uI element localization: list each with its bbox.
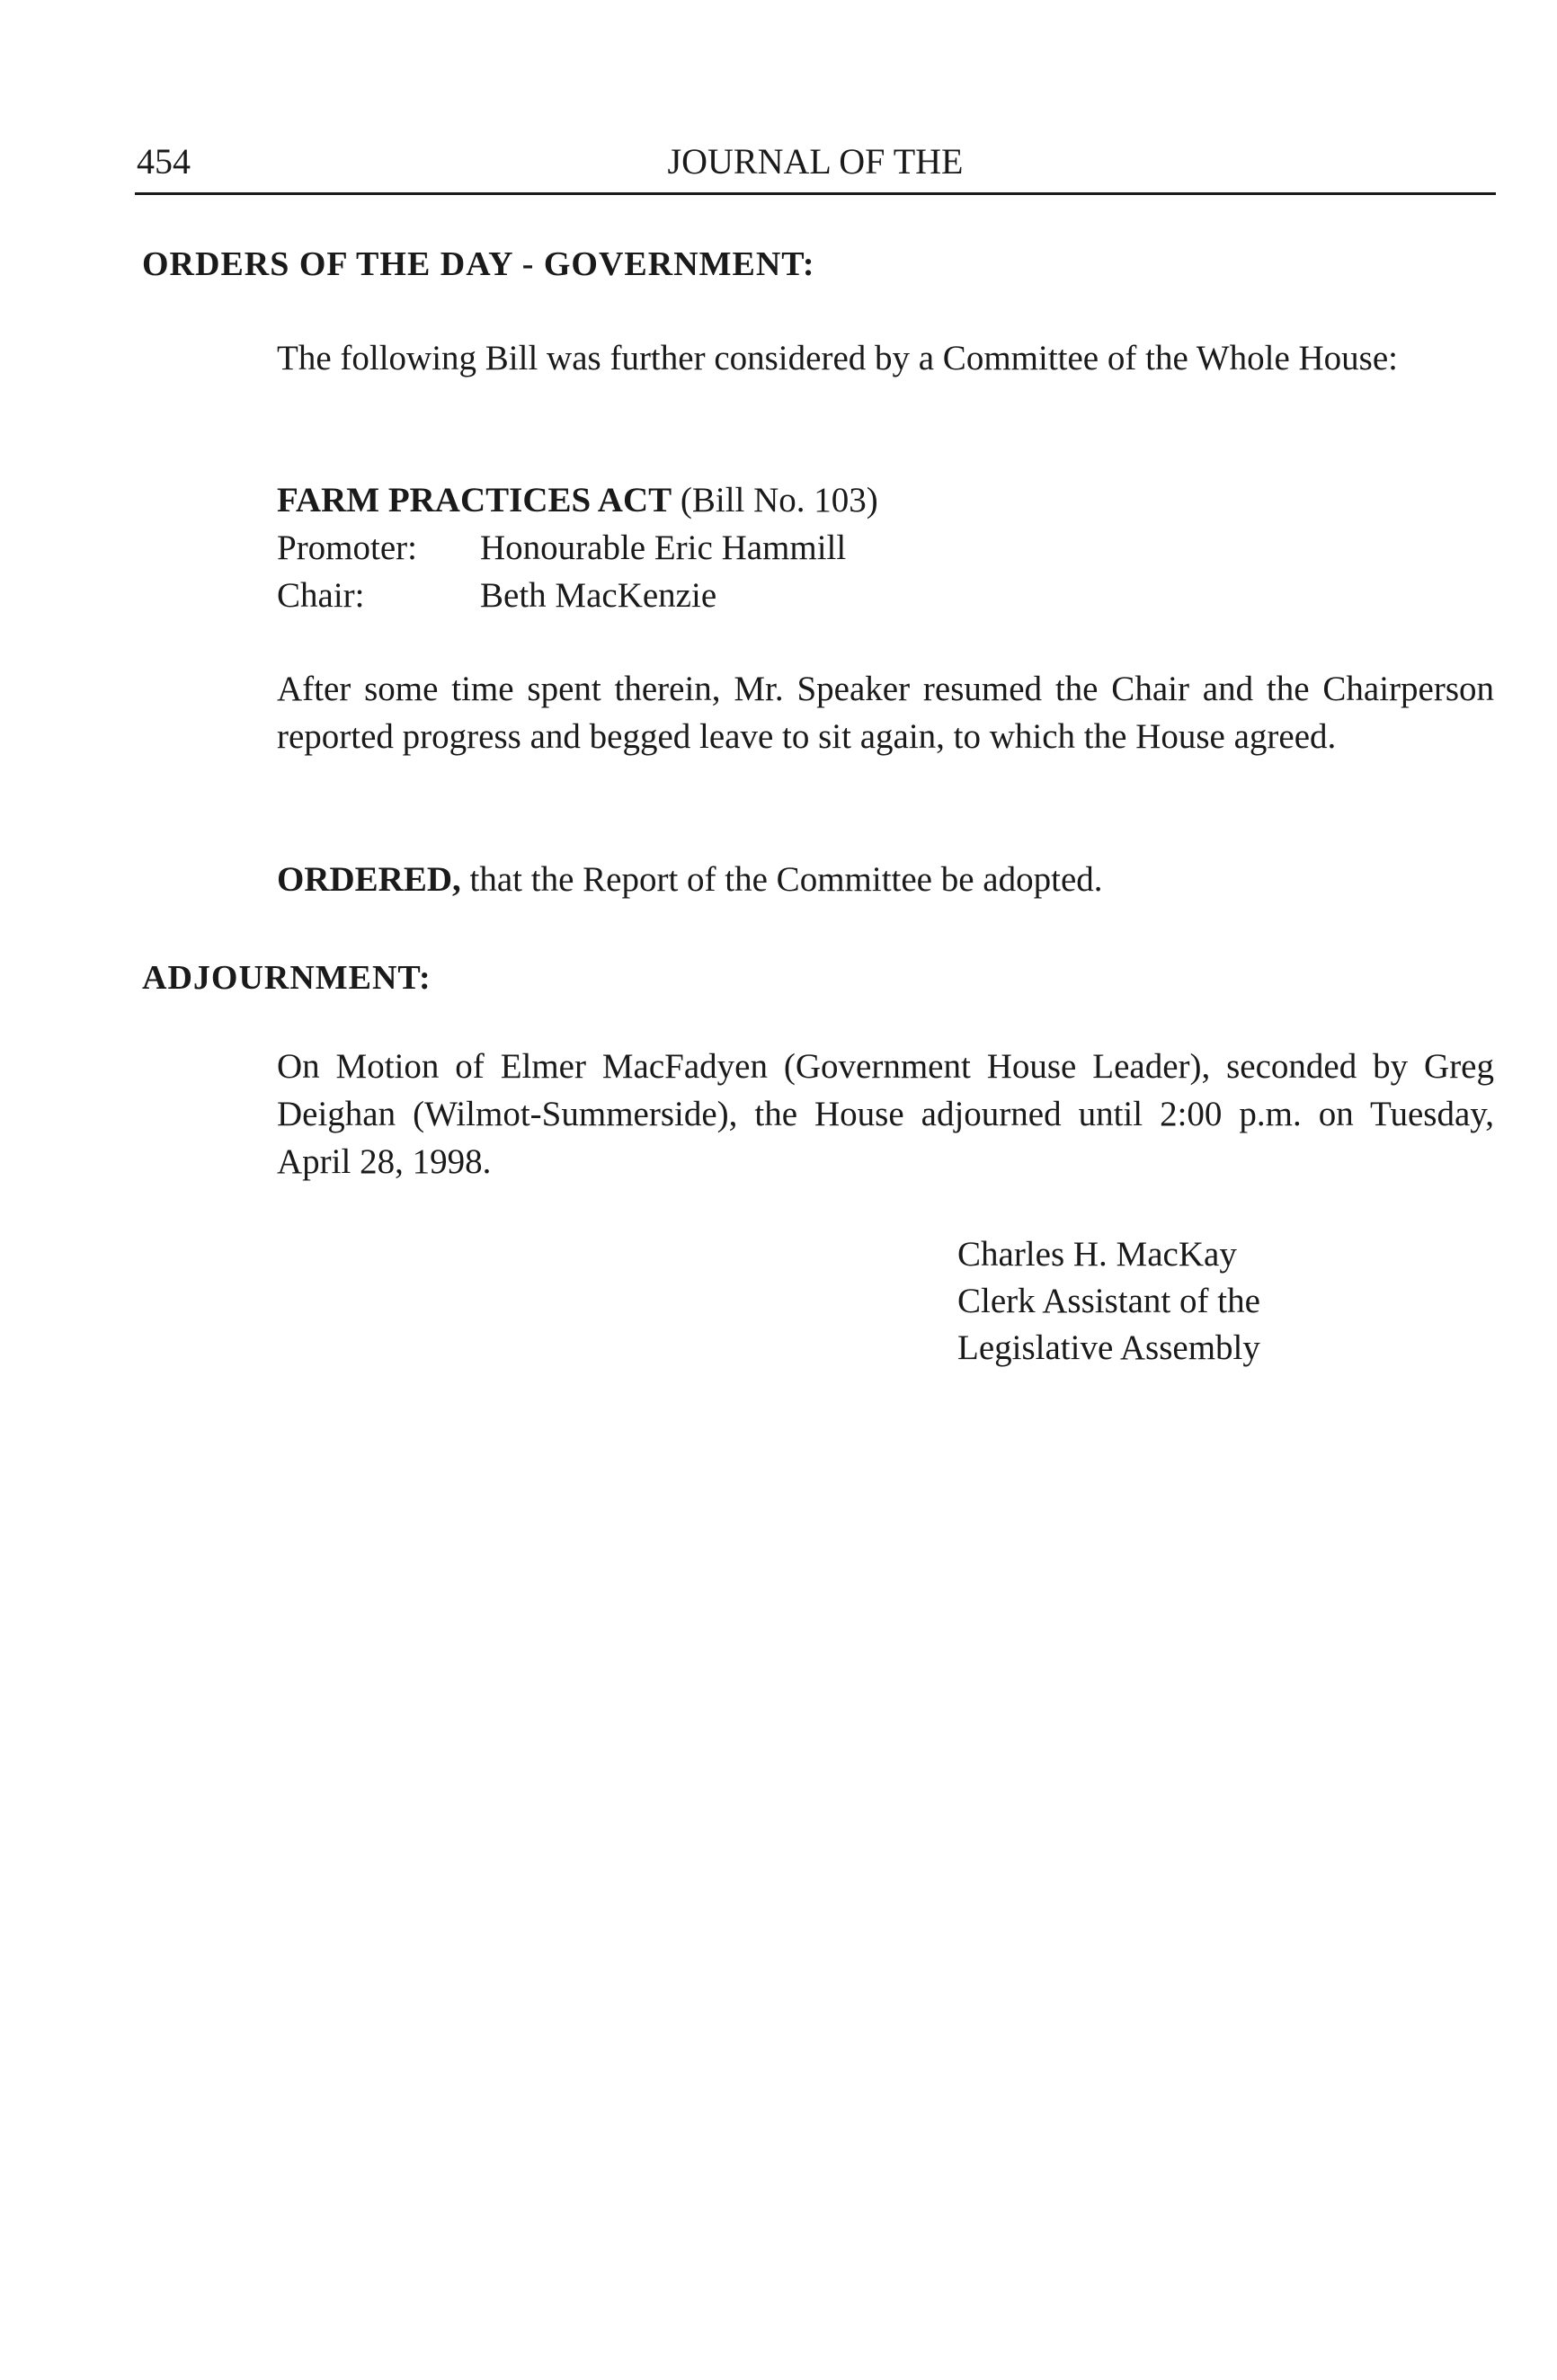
promoter-row xyxy=(277,524,846,572)
chair-row xyxy=(277,572,716,619)
ordered-line xyxy=(277,856,1103,903)
chair-label: Chair: xyxy=(277,576,365,615)
adjournment-heading: ADJOURNMENT: xyxy=(142,959,432,997)
signatory-title-line1: Clerk Assistant of the xyxy=(957,1282,1260,1320)
bill-title-line xyxy=(277,476,878,524)
bill-intro-paragraph: The following Bill was further considered by a Committee of the Whole House: xyxy=(277,339,1398,377)
running-header xyxy=(137,135,1494,189)
chair-value: Beth MacKenzie xyxy=(480,576,717,615)
orders-of-the-day-heading: ORDERS OF THE DAY - GOVERNMENT: xyxy=(142,245,815,283)
bill-title: FARM PRACTICES ACT xyxy=(277,481,672,520)
ordered-keyword: ORDERED, xyxy=(277,860,461,899)
ordered-text: that the Report of the Committee be adopted. xyxy=(469,860,1103,899)
adjournment-motion-paragraph: On Motion of Elmer MacFadyen (Government House Leader), seconded by Greg Deighan (Wilmot-Summerside), the House adjourned until 2:00 p.m. on Tuesday, April 28, 1998. xyxy=(277,1047,1494,1181)
journal-title: JOURNAL OF THE xyxy=(667,141,964,182)
signatory-name: Charles H. MacKay xyxy=(957,1235,1237,1274)
progress-paragraph: After some time spent therein, Mr. Speaker resumed the Chair and the Chairperson reported progress and begged leave to sit again, to which the House agreed. xyxy=(277,670,1494,756)
header-rule xyxy=(135,192,1496,195)
page-number: 454 xyxy=(137,141,191,182)
promoter-label: Promoter: xyxy=(277,528,417,567)
bill-number: (Bill No. 103) xyxy=(680,481,878,520)
signature-block xyxy=(957,1231,1260,1372)
promoter-value: Honourable Eric Hammill xyxy=(480,528,847,567)
signatory-title-line2: Legislative Assembly xyxy=(957,1328,1260,1367)
